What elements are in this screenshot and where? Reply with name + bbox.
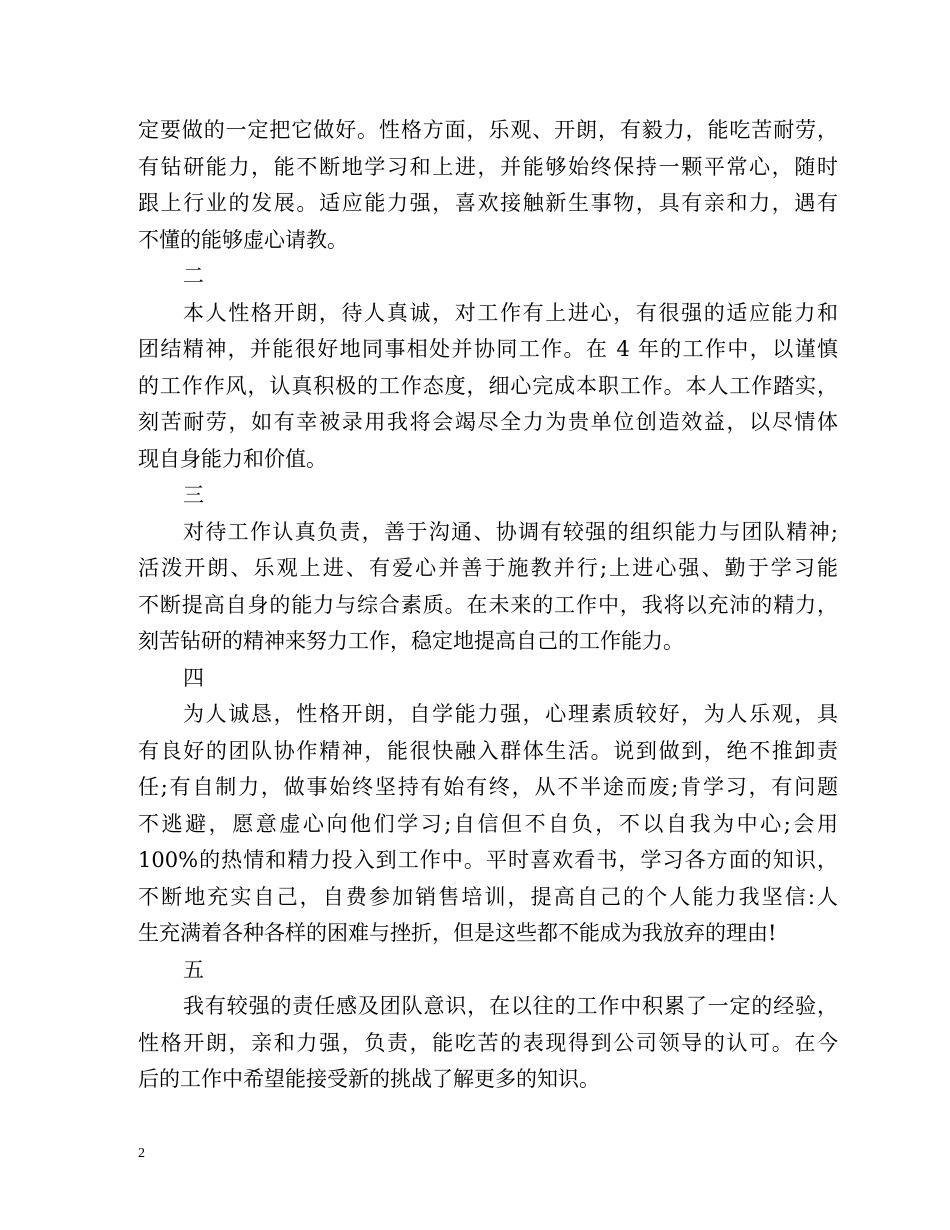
paragraph-line: 团结精神，并能很好地同事相处并协同工作。在 4 年的工作中，以谨慎 [138,337,838,361]
paragraph-line: 活泼开朗、乐观上进、有爱心并善于施教并行;上进心强、勤于学习能 [138,556,838,580]
paragraph-line: 生充满着各种各样的困难与挫折，但是这些都不能成为我放弃的理由! [138,921,777,945]
paragraph-line: 跟上行业的发展。适应能力强，喜欢接触新生事物，具有亲和力，遇有 [138,191,838,215]
paragraph-line: 定要做的一定把它做好。性格方面，乐观、开朗，有毅力，能吃苦耐劳， [138,118,838,142]
section-heading: 四 [183,665,204,690]
paragraph [138,295,838,478]
section-heading: 五 [183,957,204,982]
section-heading: 三 [183,483,204,507]
document-body [138,112,838,1098]
paragraph-line: 性格开朗，亲和力强，负责，能吃苦的表现得到公司领导的认可。在今 [138,1030,838,1055]
paragraph-line: 对待工作认真负责，善于沟通、协调有较强的组织能力与团队精神; [183,519,838,544]
paragraph-line: 我有较强的责任感及团队意识，在以往的工作中积累了一定的经验， [183,994,838,1018]
paragraph [138,696,838,952]
paragraph-line: 后的工作中希望能接受新的挑战了解更多的知识。 [138,1067,600,1091]
page-number: 2 [138,1146,145,1161]
paragraph-line: 现自身能力和价值。 [138,446,327,471]
paragraph-line: 刻苦耐劳，如有幸被录用我将会竭尽全力为贵单位创造效益，以尽情体 [138,410,838,434]
paragraph-line: 不断提高自身的能力与综合素质。在未来的工作中，我将以充沛的精力， [138,592,838,617]
paragraph-line: 为人诚恳，性格开朗，自学能力强，心理素质较好，为人乐观，具 [183,702,838,726]
paragraph-line: 不逃避，愿意虚心向他们学习;自信但不自负，不以自我为中心;会用 [138,811,838,836]
paragraph-line: 有钻研能力，能不断地学习和上进，并能够始终保持一颗平常心，随时 [138,154,838,179]
paragraph-line: 有良好的团队协作精神，能很快融入群体生活。说到做到，绝不推卸责 [138,738,838,763]
paragraph-line: 不懂的能够虚心请教。 [138,227,348,252]
paragraph [138,112,838,258]
paragraph [138,514,838,660]
paragraph [138,988,838,1098]
paragraph-line: 不断地充实自己，自费参加销售培训，提高自己的个人能力我坚信:人 [138,884,838,909]
paragraph-line: 100%的热情和精力投入到工作中。平时喜欢看书，学习各方面的知识， [138,848,838,872]
paragraph-line: 本人性格开朗，待人真诚，对工作有上进心，有很强的适应能力和 [183,300,838,325]
paragraph-line: 刻苦钻研的精神来努力工作，稳定地提高自己的工作能力。 [138,629,684,653]
paragraph-line: 的工作作风，认真积极的工作态度，细心完成本职工作。本人工作踏实， [138,373,838,398]
paragraph-line: 任;有自制力，做事始终坚持有始有终，从不半途而废;肯学习，有问题 [138,775,838,799]
section-heading: 二 [183,264,204,288]
